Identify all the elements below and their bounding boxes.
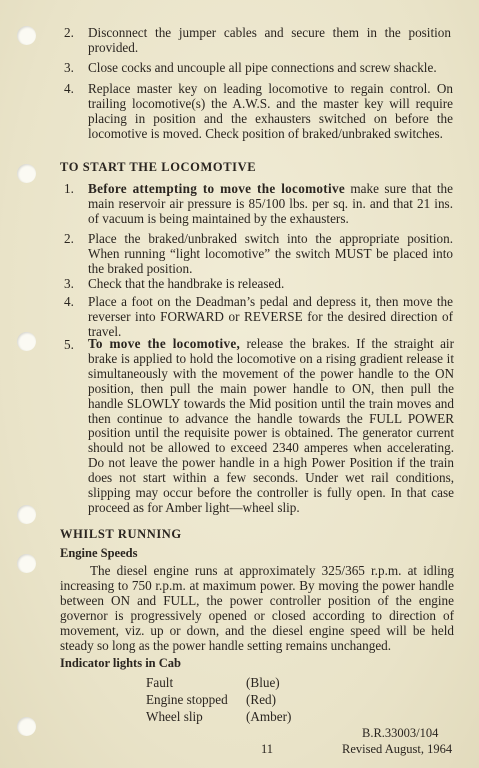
item-number: 4.	[64, 81, 74, 96]
indicator-row	[146, 675, 346, 690]
binder-hole	[17, 332, 36, 351]
item-text: Check that the handbrake is released.	[88, 276, 285, 291]
item-text	[88, 337, 454, 516]
item-text: Place the braked/unbraked switch into the appropriate position. When running “light locomotive” the switch MUST be placed into the braked position.	[88, 231, 453, 276]
page-number: 11	[261, 742, 274, 756]
item-number: 3.	[64, 276, 74, 291]
binder-hole	[17, 164, 36, 183]
binder-hole	[17, 505, 36, 524]
subsection-heading: Engine Speeds	[60, 546, 138, 560]
indicator-color: (Amber)	[246, 709, 292, 724]
indicator-row	[146, 709, 346, 724]
indicator-name: Fault	[146, 675, 174, 690]
subsection-heading: Indicator lights in Cab	[60, 656, 181, 670]
item-number: 5.	[64, 337, 74, 352]
paragraph: The diesel engine runs at approximately 325/365 r.p.m. at idling increasing to 750 r.p.m. at maximum power. By moving the power handle between ON and FULL, the power controller position of the engine governor is progressively opened or closed according to direction of movement, viz. up or down, and the diesel engine speed will be held steady so long as the power handle setting remains unchanged.	[60, 563, 454, 653]
binder-hole	[17, 554, 36, 573]
indicator-name: Engine stopped	[146, 692, 228, 707]
indicator-color: (Red)	[246, 692, 277, 707]
item-number: 4.	[64, 294, 74, 309]
item-number: 1.	[64, 181, 74, 196]
indicator-row	[146, 692, 346, 707]
item-bold-lead: Before attempting to move the locomotive	[88, 181, 345, 196]
binder-hole	[17, 26, 36, 45]
item-text: Close cocks and uncouple all pipe connections and screw shackle.	[88, 60, 437, 75]
binder-hole	[17, 717, 36, 736]
indicator-name: Wheel slip	[146, 709, 203, 724]
document-reference: B.R.33003/104	[362, 726, 439, 740]
item-bold-lead: To move the locomotive,	[88, 336, 241, 351]
item-text	[88, 181, 453, 226]
item-text: Replace master key on leading locomotive to regain control. On trailing locomotive(s) the A.W.S. and the master key will require placing in position and the exhausters switched on before the locomotive is moved. Check position of braked/unbraked switches.	[88, 81, 453, 141]
item-text: Disconnect the jumper cables and secure them in the position provided.	[88, 25, 451, 55]
revision-date: Revised August, 1964	[342, 742, 453, 756]
section-heading: WHILST RUNNING	[60, 527, 182, 541]
item-number: 2.	[64, 231, 74, 246]
item-text: Place a foot on the Deadman’s pedal and depress it, then move the reverser into FORWARD or REVERSE for the desired direction of travel.	[88, 294, 453, 339]
item-number: 2.	[64, 25, 74, 40]
section-heading: TO START THE LOCOMOTIVE	[60, 160, 257, 174]
indicator-color: (Blue)	[246, 675, 280, 690]
item-body: make sure that the main reservoir air pressure is 85/100 lbs. per sq. in. and that 21 ins. of vacuum is being maintained by the exhausters.	[88, 181, 453, 226]
item-number: 3.	[64, 60, 74, 75]
item-body: release the brakes. If the straight air brake is applied to hold the locomotive on a rising gradient release it simultaneously with the movement of the power handle to the ON position, then pull the main power handle to ON, then pull the handle SLOWLY towards the Mid position until the train moves and then continue to advance the handle towards the FULL POWER position until the requisite power is obtained. The generator current should not be allowed to exceed 2340 amperes when accelerating. Do not leave the power handle in a high Power Position if the train does not start within a few seconds. Under wet rail conditions, slipping may occur before the controller is fully open. In that case proceed as for Amber light—wheel slip.	[88, 336, 454, 515]
